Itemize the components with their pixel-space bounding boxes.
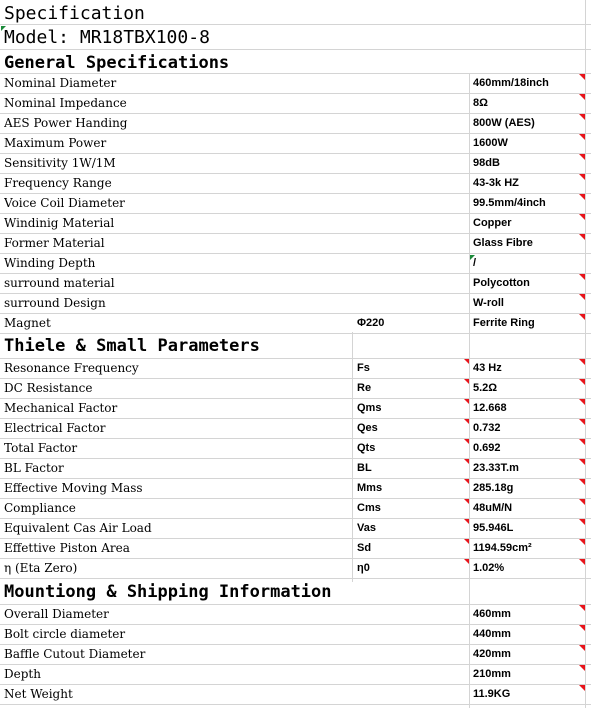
note-marker bbox=[1, 26, 6, 31]
spec-symbol: Fs bbox=[357, 362, 370, 374]
spec-label: Effective Moving Mass bbox=[4, 481, 143, 495]
column-divider bbox=[469, 74, 470, 708]
spec-label: Electrical Factor bbox=[4, 421, 106, 435]
spec-label: Baffle Cutout Diameter bbox=[4, 647, 146, 661]
spec-label: Resonance Frequency bbox=[4, 361, 139, 375]
spec-value: W-roll bbox=[473, 297, 504, 309]
section-title: General Specifications bbox=[4, 53, 230, 73]
spec-label: Compliance bbox=[4, 501, 76, 515]
spec-row-effective-moving-mass[interactable] bbox=[0, 479, 591, 499]
spec-row-equivalent-cas-air-load[interactable] bbox=[0, 519, 591, 539]
spec-label: AES Power Handing bbox=[4, 116, 128, 130]
spec-row-voice-coil-diameter[interactable] bbox=[0, 194, 591, 214]
section-title: Mountiong & Shipping Information bbox=[4, 582, 332, 602]
spec-symbol: BL bbox=[357, 462, 372, 474]
spec-symbol: η0 bbox=[357, 562, 370, 574]
spec-row-net-weight[interactable] bbox=[0, 685, 591, 705]
spec-label: η (Eta Zero) bbox=[4, 561, 78, 575]
section-title: Thiele & Small Parameters bbox=[4, 336, 260, 356]
spec-symbol: Cms bbox=[357, 502, 381, 514]
spec-value: 8Ω bbox=[473, 97, 488, 109]
spec-symbol bbox=[357, 605, 467, 624]
spec-row-eta-zero[interactable] bbox=[0, 559, 591, 579]
spec-symbol bbox=[357, 665, 467, 684]
spec-value: 440mm bbox=[473, 628, 511, 640]
spec-value: 460mm/18inch bbox=[473, 77, 549, 89]
spec-row-bl-factor[interactable] bbox=[0, 459, 591, 479]
spec-label: Mechanical Factor bbox=[4, 401, 118, 415]
spec-row-nominal-impedance[interactable] bbox=[0, 94, 591, 114]
spec-value: 0.732 bbox=[473, 422, 501, 434]
spec-row-former-material[interactable] bbox=[0, 234, 591, 254]
spec-label: Net Weight bbox=[4, 687, 73, 701]
spec-row-bolt-circle-diameter[interactable] bbox=[0, 625, 591, 645]
section-header[interactable] bbox=[0, 333, 591, 359]
spec-symbol: Vas bbox=[357, 522, 376, 534]
spec-symbol bbox=[357, 94, 467, 113]
spec-value: Ferrite Ring bbox=[473, 317, 535, 329]
spec-value: 1600W bbox=[473, 137, 508, 149]
spec-symbol bbox=[357, 254, 467, 273]
spec-value: 43-3k HZ bbox=[473, 177, 519, 189]
spec-row-frequency-range[interactable] bbox=[0, 174, 591, 194]
spec-value: 285.18g bbox=[473, 482, 514, 494]
spec-row-winding-depth[interactable] bbox=[0, 254, 591, 274]
spec-symbol bbox=[357, 154, 467, 173]
model-title: Model: MR18TBX100-8 bbox=[4, 27, 210, 48]
spec-symbol bbox=[357, 214, 467, 233]
sheet-title: Specification bbox=[4, 3, 145, 24]
spec-symbol bbox=[357, 234, 467, 253]
spec-label: Sensitivity 1W/1M bbox=[4, 156, 116, 170]
spec-value: 420mm bbox=[473, 648, 511, 660]
spec-value: Polycotton bbox=[473, 277, 530, 289]
model-row[interactable] bbox=[0, 25, 591, 50]
spec-label: Voice Coil Diameter bbox=[4, 196, 125, 210]
spec-label: Effettive Piston Area bbox=[4, 541, 130, 555]
sheet-title-row[interactable] bbox=[0, 0, 591, 25]
spec-value: 43 Hz bbox=[473, 362, 502, 374]
section-header[interactable] bbox=[0, 579, 591, 605]
spec-label: Magnet bbox=[4, 316, 51, 330]
spec-row-resonance-frequency[interactable] bbox=[0, 359, 591, 379]
spec-row-total-factor[interactable] bbox=[0, 439, 591, 459]
spec-row-surround-material[interactable] bbox=[0, 274, 591, 294]
note-marker bbox=[470, 255, 475, 260]
spec-label: Maximum Power bbox=[4, 136, 107, 150]
spec-row-baffle-cutout-diameter[interactable] bbox=[0, 645, 591, 665]
spec-label: surround material bbox=[4, 276, 115, 290]
spec-value: 11.9KG bbox=[473, 688, 511, 700]
spec-value: 48uM/N bbox=[473, 502, 513, 514]
spec-row-dc-resistance[interactable] bbox=[0, 379, 591, 399]
spec-row-electrical-factor[interactable] bbox=[0, 419, 591, 439]
spec-symbol: Re bbox=[357, 382, 372, 394]
spec-symbol bbox=[357, 174, 467, 193]
spec-value: 95.946L bbox=[473, 522, 514, 534]
spec-value: 23.33T.m bbox=[473, 462, 519, 474]
spec-row-windinig-material[interactable] bbox=[0, 214, 591, 234]
spec-value: 1.02% bbox=[473, 562, 505, 574]
spec-row-depth[interactable] bbox=[0, 665, 591, 685]
spec-row-surround-design[interactable] bbox=[0, 294, 591, 314]
spec-symbol: Qms bbox=[357, 402, 382, 414]
spec-value: Copper bbox=[473, 217, 512, 229]
spec-label: BL Factor bbox=[4, 461, 64, 475]
spec-value: 460mm bbox=[473, 608, 511, 620]
spec-symbol bbox=[357, 645, 467, 664]
spec-label: Total Factor bbox=[4, 441, 78, 455]
spec-row-mechanical-factor[interactable] bbox=[0, 399, 591, 419]
spec-value: 5.2Ω bbox=[473, 382, 498, 394]
spec-value: 1194.59cm² bbox=[473, 542, 532, 554]
spec-row-sensitivity-1w-1m[interactable] bbox=[0, 154, 591, 174]
spec-row-effettive-piston-area[interactable] bbox=[0, 539, 591, 559]
column-divider bbox=[352, 332, 353, 582]
spec-label: Nominal Impedance bbox=[4, 96, 127, 110]
spec-symbol bbox=[357, 685, 467, 704]
spec-value: / bbox=[473, 257, 477, 269]
section-header[interactable] bbox=[0, 50, 591, 74]
spec-symbol: Qes bbox=[357, 422, 378, 434]
spec-row-nominal-diameter[interactable] bbox=[0, 74, 591, 94]
spec-label: Former Material bbox=[4, 236, 105, 250]
spec-row-compliance[interactable] bbox=[0, 499, 591, 519]
spec-label: Windinig Material bbox=[4, 216, 115, 230]
spec-value: 98dB bbox=[473, 157, 500, 169]
spec-symbol: Φ220 bbox=[357, 317, 385, 329]
spec-row-magnet[interactable] bbox=[0, 314, 591, 334]
spec-label: Overall Diameter bbox=[4, 607, 109, 621]
spec-label: Winding Depth bbox=[4, 256, 96, 270]
spec-row-overall-diameter[interactable] bbox=[0, 605, 591, 625]
spec-value: Glass Fibre bbox=[473, 237, 533, 249]
spec-symbol: Mms bbox=[357, 482, 383, 494]
spec-symbol bbox=[357, 74, 467, 93]
spec-symbol: Sd bbox=[357, 542, 372, 554]
spec-value: 0.692 bbox=[473, 442, 501, 454]
column-divider bbox=[585, 0, 586, 708]
spec-label: Bolt circle diameter bbox=[4, 627, 126, 641]
spec-symbol bbox=[357, 294, 467, 313]
spec-value: 12.668 bbox=[473, 402, 507, 414]
spec-label: Nominal Diameter bbox=[4, 76, 117, 90]
spec-label: Equivalent Cas Air Load bbox=[4, 521, 152, 535]
spec-symbol bbox=[357, 625, 467, 644]
spec-row-aes-power-handing[interactable] bbox=[0, 114, 591, 134]
spec-value: 99.5mm/4inch bbox=[473, 197, 546, 209]
spec-symbol: Qts bbox=[357, 442, 376, 454]
spec-label: Depth bbox=[4, 667, 41, 681]
spec-symbol bbox=[357, 134, 467, 153]
spec-value: 800W (AES) bbox=[473, 117, 535, 129]
spec-label: Frequency Range bbox=[4, 176, 112, 190]
spec-row-maximum-power[interactable] bbox=[0, 134, 591, 154]
spec-symbol bbox=[357, 194, 467, 213]
spec-symbol bbox=[357, 274, 467, 293]
spec-label: surround Design bbox=[4, 296, 106, 310]
spec-symbol bbox=[357, 114, 467, 133]
spec-label: DC Resistance bbox=[4, 381, 93, 395]
spec-value: 210mm bbox=[473, 668, 511, 680]
